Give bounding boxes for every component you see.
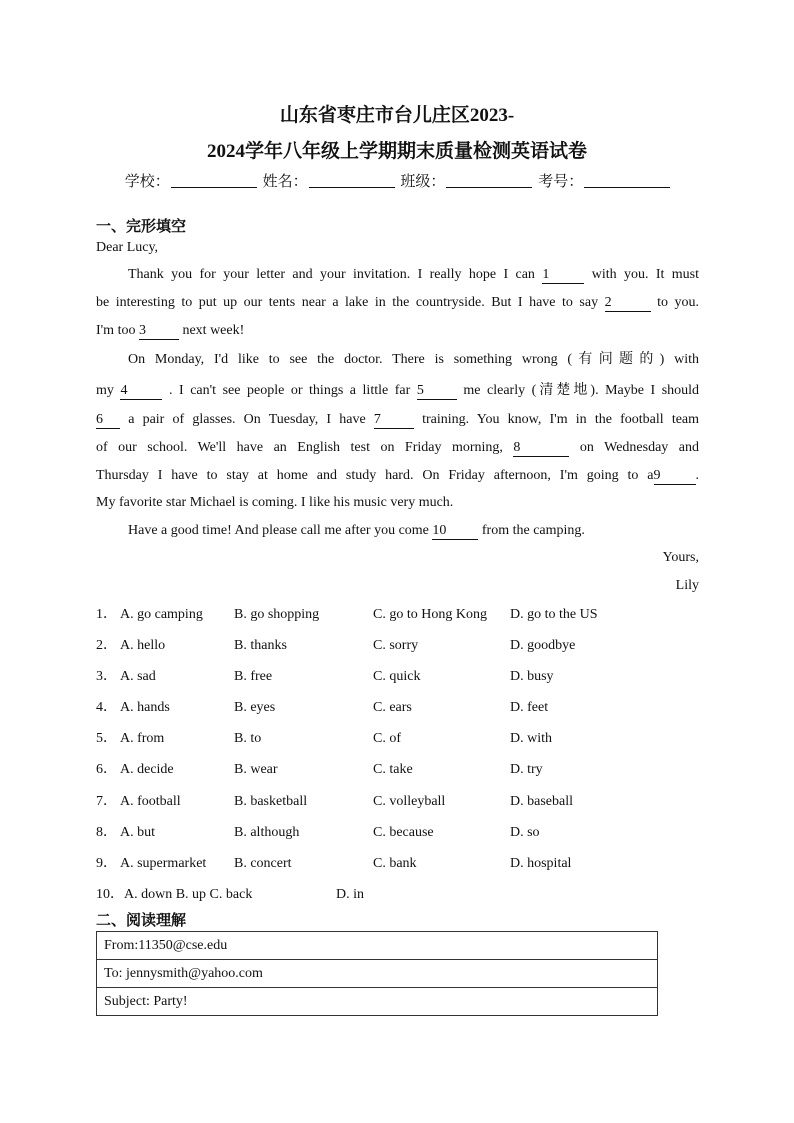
option-d[interactable]: D. feet	[510, 700, 549, 715]
text-segment: be interesting to put up our tents near a lake in the countryside. But I have to say	[96, 295, 599, 310]
option-b[interactable]: B. wear	[234, 762, 278, 777]
school-label: 学校：	[124, 172, 170, 190]
blank-10: 10	[432, 523, 478, 540]
option-d[interactable]: D. go to the US	[510, 607, 598, 622]
letter-line: My favorite star Michael is coming. I like his music very much.	[96, 495, 454, 510]
letter-line	[96, 438, 699, 458]
email-header-table	[96, 931, 658, 1016]
letter-line	[96, 521, 699, 541]
option-d[interactable]: D. hospital	[510, 856, 572, 871]
letter-signature: Lily	[675, 578, 699, 593]
section-heading-reading: 二、阅读理解	[96, 911, 187, 929]
option-d[interactable]: D. so	[510, 825, 540, 840]
exam-no-field[interactable]	[584, 174, 670, 188]
school-field[interactable]	[171, 174, 257, 188]
letter-line	[96, 321, 699, 341]
option-d[interactable]: D. with	[510, 731, 552, 746]
name-field[interactable]	[309, 174, 395, 188]
text-segment: Have a good time! And please call me after you come	[128, 523, 429, 538]
text-segment: from the camping.	[481, 523, 585, 538]
option-d[interactable]: D. in	[336, 887, 364, 902]
letter-line	[96, 466, 699, 486]
option-b[interactable]: B. to	[234, 731, 262, 746]
question-10-options[interactable]: 10．A. down B. up C. back	[96, 887, 253, 902]
text-segment: on Wednesday and	[579, 440, 699, 455]
question-number: 8．	[96, 825, 117, 840]
option-d[interactable]: D. try	[510, 762, 543, 777]
text-segment: my	[96, 383, 114, 398]
text-segment: me clearly (清楚地). Maybe I should	[463, 383, 700, 398]
blank-3: 3	[139, 323, 179, 340]
blank-1: 1	[542, 267, 584, 284]
option-c[interactable]: C. bank	[373, 856, 417, 871]
option-c[interactable]: C. volleyball	[373, 794, 446, 809]
option-a[interactable]: A. but	[120, 825, 155, 840]
text-segment: Thursday I have to stay at home and study hard. On Friday afternoon, I'm going to a	[96, 468, 654, 483]
question-number: 4．	[96, 700, 117, 715]
blank-9: 9	[654, 468, 696, 485]
option-a[interactable]: A. hands	[120, 700, 170, 715]
text-segment: . I can't see people or things a little far	[168, 383, 411, 398]
option-a[interactable]: A. from	[120, 731, 165, 746]
option-d[interactable]: D. busy	[510, 669, 554, 684]
blank-8: 8	[513, 440, 569, 457]
letter-line	[96, 293, 699, 313]
text-segment: I'm too	[96, 323, 136, 338]
option-b[interactable]: B. eyes	[234, 700, 276, 715]
text-segment: with you. It must	[591, 267, 700, 282]
option-b[interactable]: B. thanks	[234, 638, 287, 653]
blank-6: 6	[96, 412, 120, 429]
name-label: 姓名：	[262, 172, 308, 190]
option-a[interactable]: A. sad	[120, 669, 156, 684]
question-number: 2．	[96, 638, 117, 653]
question-number: 5．	[96, 731, 117, 746]
question-number: 9．	[96, 856, 117, 871]
option-c[interactable]: C. take	[373, 762, 413, 777]
text-segment: to you.	[657, 295, 700, 310]
letter-greeting: Dear Lucy,	[96, 240, 159, 255]
question-number: 1．	[96, 607, 117, 622]
blank-4: 4	[120, 383, 162, 400]
option-d[interactable]: D. goodbye	[510, 638, 576, 653]
letter-line: On Monday, I'd like to see the doctor. There is something wrong (有问题的) with	[128, 352, 699, 367]
option-c[interactable]: C. sorry	[373, 638, 419, 653]
question-number: 6．	[96, 762, 117, 777]
option-c[interactable]: C. go to Hong Kong	[373, 607, 487, 622]
text-segment: Thank you for your letter and your invitation. I really hope I can	[128, 267, 535, 282]
blank-2: 2	[605, 295, 651, 312]
option-c[interactable]: C. quick	[373, 669, 421, 684]
option-a[interactable]: A. hello	[120, 638, 166, 653]
option-b[interactable]: B. basketball	[234, 794, 308, 809]
letter-line	[96, 265, 699, 285]
blank-5: 5	[417, 383, 457, 400]
option-b[interactable]: B. go shopping	[234, 607, 320, 622]
letter-line	[96, 410, 699, 430]
option-b[interactable]: B. free	[234, 669, 273, 684]
option-a[interactable]: A. go camping	[120, 607, 203, 622]
option-a[interactable]: A. decide	[120, 762, 174, 777]
email-from: From:11350@cse.edu	[97, 932, 658, 960]
option-b[interactable]: B. concert	[234, 856, 292, 871]
letter-line	[96, 381, 699, 401]
text-segment: training. You know, I'm in the football team	[422, 412, 700, 427]
question-number: 3．	[96, 669, 117, 684]
email-subject: Subject: Party!	[97, 988, 658, 1016]
section-heading-cloze: 一、完形填空	[96, 217, 187, 235]
class-field[interactable]	[446, 174, 532, 188]
option-c[interactable]: C. ears	[373, 700, 412, 715]
option-b[interactable]: B. although	[234, 825, 300, 840]
exam-no-label: 考号：	[538, 172, 584, 190]
exam-title-line2: 2024学年八年级上学期期末质量检测英语试卷	[206, 141, 587, 162]
letter-closing: Yours,	[662, 550, 699, 565]
exam-title-line1: 山东省枣庄市台儿庄区2023-	[279, 105, 515, 126]
option-a[interactable]: A. football	[120, 794, 181, 809]
blank-7: 7	[374, 412, 414, 429]
option-c[interactable]: C. because	[373, 825, 434, 840]
student-info-row	[0, 170, 794, 191]
option-a[interactable]: A. supermarket	[120, 856, 207, 871]
email-to: To: jennysmith@yahoo.com	[97, 960, 658, 988]
option-d[interactable]: D. baseball	[510, 794, 573, 809]
question-number: 7．	[96, 794, 117, 809]
option-c[interactable]: C. of	[373, 731, 401, 746]
text-segment: a pair of glasses. On Tuesday, I have	[128, 412, 366, 427]
text-segment: .	[695, 468, 699, 483]
class-label: 班级：	[400, 172, 446, 190]
text-segment: next week!	[182, 323, 245, 338]
text-segment: of our school. We'll have an English test on Friday morning,	[96, 440, 503, 455]
